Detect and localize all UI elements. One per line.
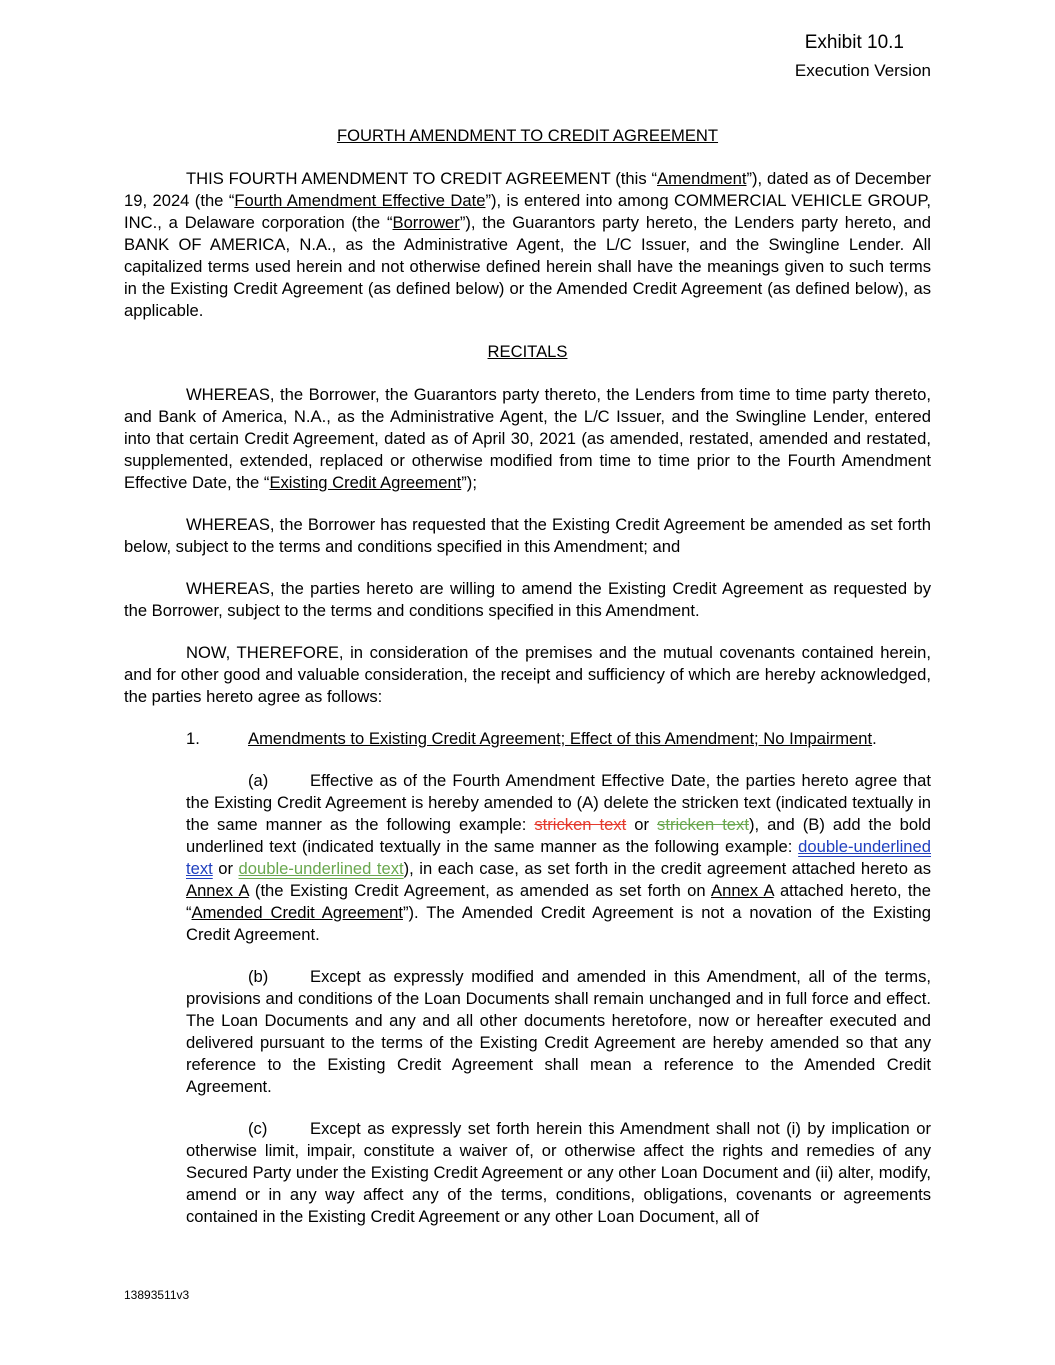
annex-a-reference-2: Annex A: [711, 881, 774, 900]
section-1-title: Amendments to Existing Credit Agreement; Effect of this Amendment; No Impairment: [248, 729, 873, 748]
exhibit-label: Exhibit 10.1: [804, 32, 904, 53]
section-1-number: 1.: [186, 729, 200, 748]
section-1-heading: 1. Amendments to Existing Credit Agreement; Effect of this Amendment; No Impairment.: [186, 729, 877, 748]
double-underlined-blue-example: double-underlined text: [186, 837, 931, 878]
exhibit-header: [795, 33, 931, 79]
subsection-a-label: (a): [248, 771, 269, 790]
defined-term-amendment: Amendment: [657, 169, 747, 188]
recitals-heading-text: RECITALS: [487, 342, 568, 361]
recital-paragraph-1: WHEREAS, the Borrower, the Guarantors party thereto, the Lenders from time to time party thereto, and Bank of America, N.A., as the Administrative Agent, the L/C Issuer, and the Swingline Lender, entered into that certain Credit Agreement, dated as of April 30, 2021 (as amended, restated, amended and restated, supplemented, extended, replaced or otherwise modified from time to time prior to the Fourth Amendment Effective Date, the “Existing Credit Agreement”);: [124, 385, 931, 492]
defined-term-amended-credit-agreement: Amended Credit Agreement: [191, 903, 403, 922]
document-title-text: FOURTH AMENDMENT TO CREDIT AGREEMENT: [336, 126, 719, 145]
defined-term-effective-date: Fourth Amendment Effective Date: [234, 191, 486, 210]
subsection-c-label: (c): [248, 1119, 268, 1138]
double-underlined-green-example: double-underlined text: [238, 859, 404, 878]
annex-a-reference: Annex A: [186, 881, 249, 900]
intro-paragraph: THIS FOURTH AMENDMENT TO CREDIT AGREEMENT (this “Amendment”), dated as of December 19, 2024 (the “Fourth Amendment Effective Date”), is entered into among COMMERCIAL VEHICLE GROUP, INC., a Delaware corporation (the “Borrower”), the Guarantors party hereto, the Lenders party hereto, and BANK OF AMERICA, N.A., as the Administrative Agent, the L/C Issuer, and the Swingline Lender. All capitalized terms used herein and not otherwise defined herein shall have the meanings given to such terms in the Existing Credit Agreement (as defined below) or the Amended Credit Agreement (as defined below), as applicable.: [124, 169, 932, 320]
document-title: [124, 126, 931, 146]
defined-term-existing-credit-agreement: Existing Credit Agreement: [269, 473, 462, 492]
stricken-text-green-example: stricken text: [657, 815, 749, 834]
subsection-a: (a) Effective as of the Fourth Amendment Effective Date, the parties hereto agree that the Existing Credit Agreement is hereby amended to (A) delete the stricken text (indicated textually in the same manner as the following example: stricken text or stricken text), and (B) add the bold underlined text (indicated textually in the same manner as the following example: double-underlined text or double-underlined text), in each case, as set forth in the credit agreement attached hereto as Annex A (the Existing Credit Agreement, as amended as set forth on Annex A attached hereto, the “Amended Credit Agreement”). The Amended Credit Agreement is not a novation of the Existing Credit Agreement.: [186, 771, 931, 944]
recitals-heading: [124, 342, 931, 362]
now-therefore-paragraph: NOW, THEREFORE, in consideration of the premises and the mutual covenants contained herein, and for other good and valuable consideration, the receipt and sufficiency of which are hereby acknowledged, the parties hereto agree as follows:: [124, 643, 931, 706]
recital-paragraph-3: WHEREAS, the parties hereto are willing to amend the Existing Credit Agreement as requested by the Borrower, subject to the terms and conditions specified in this Amendment.: [124, 579, 931, 620]
defined-term-borrower: Borrower: [392, 213, 460, 232]
subsection-b: (b) Except as expressly modified and amended in this Amendment, all of the terms, provisions and conditions of the Loan Documents shall remain unchanged and in full force and effect. The Loan Documents and any and all other documents heretofore, now or hereafter executed and delivered pursuant to the terms of the Existing Credit Agreement are hereby amended so that any reference to the Existing Credit Agreement shall mean a reference to the Amended Credit Agreement.: [186, 967, 931, 1096]
stricken-text-red-example: stricken text: [534, 815, 627, 834]
recital-paragraph-2: WHEREAS, the Borrower has requested that the Existing Credit Agreement be amended as set forth below, subject to the terms and conditions specified in this Amendment; and: [124, 515, 931, 556]
version-label: Execution Version: [794, 61, 931, 80]
subsection-c: (c) Except as expressly set forth herein this Amendment shall not (i) by implication or otherwise limit, impair, constitute a waiver of, or otherwise affect the rights and remedies of any Secured Party under the Existing Credit Agreement or any other Loan Document and (ii) alter, modify, amend or in any way affect any of the terms, conditions, obligations, covenants or agreements contained in the Existing Credit Agreement or any other Loan Document, all of: [186, 1119, 931, 1226]
subsection-b-label: (b): [248, 967, 269, 986]
document-id-footer: 13893511v3: [124, 1288, 190, 1302]
